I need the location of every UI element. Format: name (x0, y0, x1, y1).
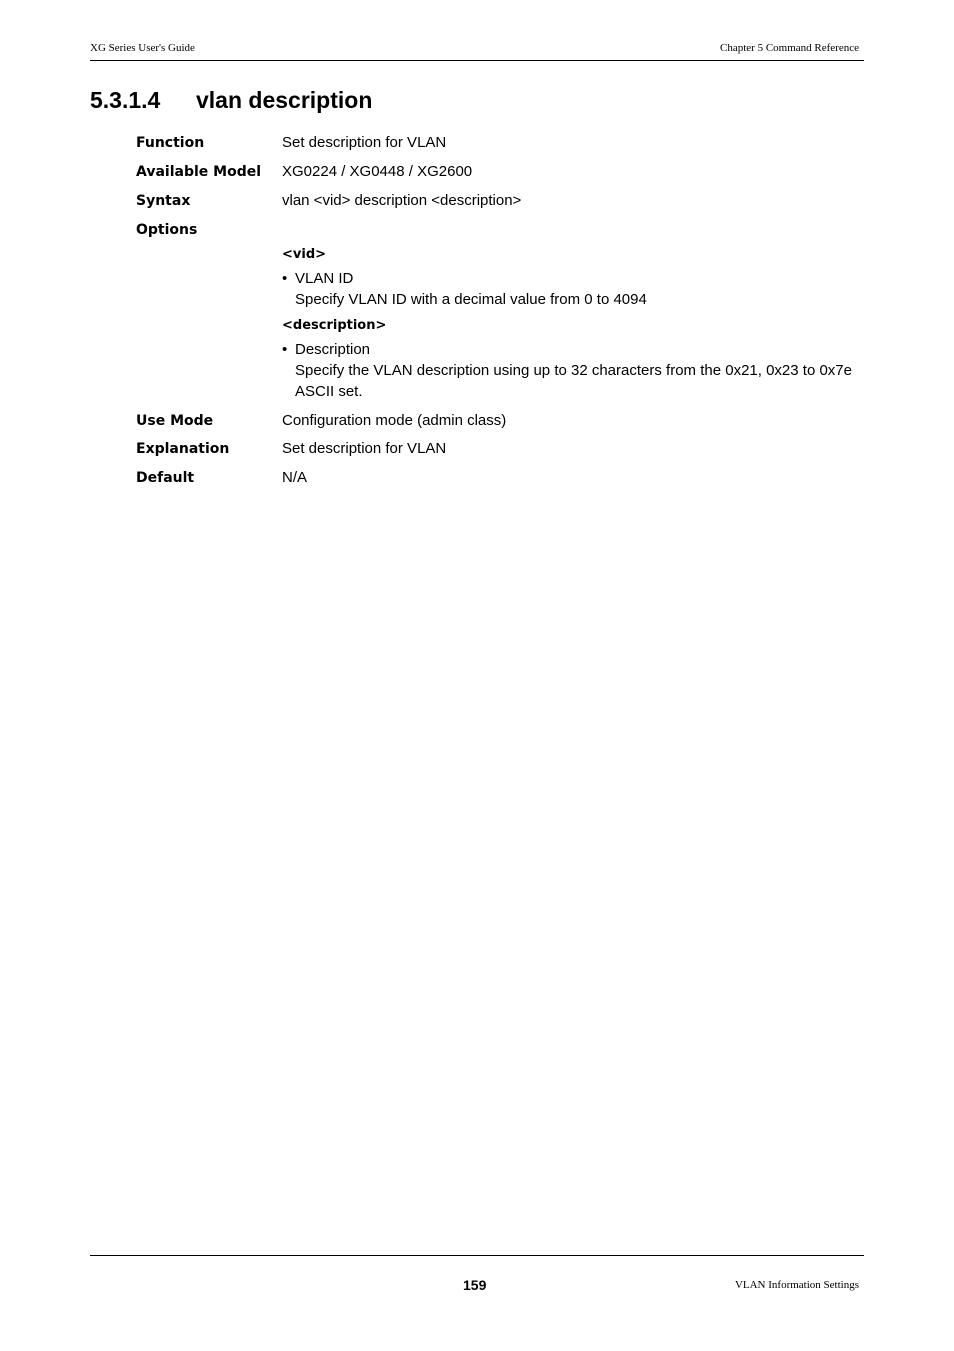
function-label: Function (136, 135, 205, 151)
header-chapter-title: Chapter 5 Command Reference (720, 42, 859, 54)
function-value: Set description for VLAN (282, 134, 447, 151)
footer-divider (90, 1255, 864, 1256)
option-description-title: Description (295, 341, 371, 358)
option-description-desc-line2: ASCII set. (295, 383, 363, 400)
header-guide-title: XG Series User's Guide (90, 42, 195, 54)
use-mode-label: Use Mode (136, 413, 214, 429)
explanation-label: Explanation (136, 441, 230, 457)
options-label: Options (136, 222, 198, 238)
footer-section-title: VLAN Information Settings (734, 1279, 859, 1291)
option-vid-title: VLAN ID (295, 270, 354, 287)
option-vid-bullet: • (282, 270, 288, 287)
page-number: 159 (463, 1277, 487, 1293)
syntax-value: vlan <vid> description <description> (282, 192, 522, 209)
option-description-desc-line1: Specify the VLAN description using up to 32 characters from the 0x21, 0x23 to 0x7e (295, 362, 852, 379)
option-description-bullet: • (282, 341, 288, 358)
section-number: 5.3.1.4 (90, 87, 161, 113)
default-value: N/A (282, 469, 308, 486)
section-heading (90, 86, 372, 114)
use-mode-value: Configuration mode (admin class) (282, 412, 507, 429)
explanation-value: Set description for VLAN (282, 440, 447, 457)
available-model-value: XG0224 / XG0448 / XG2600 (282, 163, 473, 180)
header-divider (90, 60, 864, 61)
option-vid-name: <vid> (282, 247, 327, 262)
syntax-label: Syntax (136, 193, 191, 209)
option-description-name: <description> (282, 318, 387, 333)
default-label: Default (136, 470, 195, 486)
available-model-label: Available Model (136, 164, 262, 180)
section-title: vlan description (196, 87, 373, 113)
option-vid-desc: Specify VLAN ID with a decimal value from 0 to 4094 (295, 291, 647, 308)
